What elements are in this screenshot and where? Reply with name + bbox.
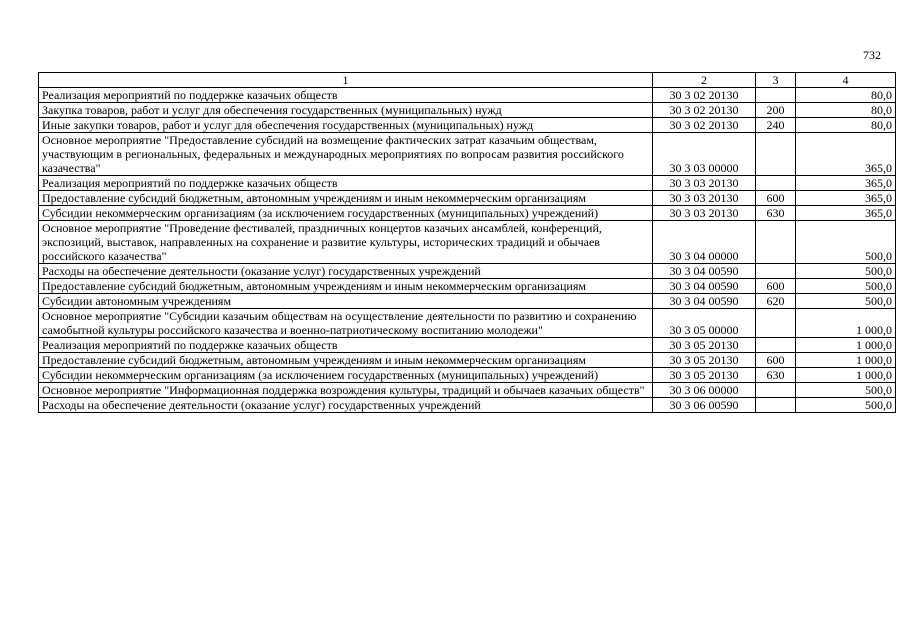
row-code-cell: 30 3 03 20130 <box>653 206 756 221</box>
row-type-cell: 630 <box>756 206 796 221</box>
row-type-cell: 600 <box>756 353 796 368</box>
row-name-cell: Реализация мероприятий по поддержке казачьих обществ <box>39 338 653 353</box>
row-code-cell: 30 3 02 20130 <box>653 103 756 118</box>
row-name-cell: Расходы на обеспечение деятельности (оказание услуг) государственных учреждений <box>39 264 653 279</box>
row-type-cell <box>756 133 796 176</box>
row-name-cell: Предоставление субсидий бюджетным, автономным учреждениям и иным некоммерческим организациям <box>39 191 653 206</box>
row-name-cell: Основное мероприятие "Информационная поддержка возрождения культуры, традиций и обычаев казачьих обществ" <box>39 383 653 398</box>
row-type-cell <box>756 398 796 413</box>
row-type-cell <box>756 264 796 279</box>
row-sum-cell: 1 000,0 <box>796 368 896 383</box>
row-type-cell <box>756 88 796 103</box>
row-sum-cell: 365,0 <box>796 206 896 221</box>
row-type-cell: 240 <box>756 118 796 133</box>
row-name-cell: Предоставление субсидий бюджетным, автономным учреждениям и иным некоммерческим организациям <box>39 353 653 368</box>
row-sum-cell: 365,0 <box>796 176 896 191</box>
row-name-cell: Основное мероприятие "Проведение фестивалей, праздничных концертов казачьих ансамблей, конференций, экспозиций, выставок, направленных на сохранение и развитие культуры, исторических традиций и обычаев российского казачества" <box>39 221 653 264</box>
row-sum-cell: 80,0 <box>796 118 896 133</box>
table-row <box>39 103 896 118</box>
row-name-cell: Расходы на обеспечение деятельности (оказание услуг) государственных учреждений <box>39 398 653 413</box>
table-row <box>39 383 896 398</box>
table-row <box>39 353 896 368</box>
table-row <box>39 368 896 383</box>
row-name-cell: Закупка товаров, работ и услуг для обеспечения государственных (муниципальных) нужд <box>39 103 653 118</box>
header-col-4: 4 <box>796 73 896 88</box>
row-name-cell: Реализация мероприятий по поддержке казачьих обществ <box>39 88 653 103</box>
row-name-cell: Основное мероприятие "Предоставление субсидий на возмещение фактических затрат казачьим обществам, участвующим в региональных, федеральных и международных мероприятиях по вопросам развития российского казачества" <box>39 133 653 176</box>
table-row <box>39 338 896 353</box>
budget-table <box>38 72 896 413</box>
table-row <box>39 133 896 176</box>
table-row <box>39 176 896 191</box>
header-col-2: 2 <box>653 73 756 88</box>
row-name-cell: Субсидии некоммерческим организациям (за исключением государственных (муниципальных) учреждений) <box>39 368 653 383</box>
table-header-row <box>39 73 896 88</box>
table-row <box>39 264 896 279</box>
row-type-cell: 200 <box>756 103 796 118</box>
row-name-cell: Субсидии некоммерческим организациям (за исключением государственных (муниципальных) учреждений) <box>39 206 653 221</box>
row-code-cell: 30 3 04 00590 <box>653 294 756 309</box>
row-code-cell: 30 3 05 20130 <box>653 368 756 383</box>
row-type-cell <box>756 309 796 338</box>
row-sum-cell: 500,0 <box>796 294 896 309</box>
row-code-cell: 30 3 04 00000 <box>653 221 756 264</box>
row-type-cell <box>756 338 796 353</box>
row-sum-cell: 500,0 <box>796 383 896 398</box>
row-name-cell: Предоставление субсидий бюджетным, автономным учреждениям и иным некоммерческим организациям <box>39 279 653 294</box>
row-sum-cell: 1 000,0 <box>796 309 896 338</box>
row-code-cell: 30 3 02 20130 <box>653 88 756 103</box>
row-sum-cell: 80,0 <box>796 88 896 103</box>
row-code-cell: 30 3 04 00590 <box>653 264 756 279</box>
table-row <box>39 88 896 103</box>
row-sum-cell: 500,0 <box>796 221 896 264</box>
row-type-cell <box>756 176 796 191</box>
row-name-cell: Субсидии автономным учреждениям <box>39 294 653 309</box>
row-sum-cell: 365,0 <box>796 191 896 206</box>
row-sum-cell: 500,0 <box>796 398 896 413</box>
page-number: 732 <box>863 48 881 62</box>
row-code-cell: 30 3 06 00590 <box>653 398 756 413</box>
row-sum-cell: 500,0 <box>796 264 896 279</box>
row-code-cell: 30 3 06 00000 <box>653 383 756 398</box>
row-type-cell <box>756 383 796 398</box>
row-type-cell: 630 <box>756 368 796 383</box>
row-name-cell: Основное мероприятие "Субсидии казачьим обществам на осуществление деятельности по развитию и сохранению самобытной культуры российского казачества и военно-патриотическому воспитанию молодежи" <box>39 309 653 338</box>
row-sum-cell: 1 000,0 <box>796 353 896 368</box>
table-row <box>39 309 896 338</box>
row-sum-cell: 365,0 <box>796 133 896 176</box>
table-row <box>39 398 896 413</box>
header-col-3: 3 <box>756 73 796 88</box>
row-type-cell: 620 <box>756 294 796 309</box>
row-name-cell: Иные закупки товаров, работ и услуг для обеспечения государственных (муниципальных) нужд <box>39 118 653 133</box>
row-name-cell: Реализация мероприятий по поддержке казачьих обществ <box>39 176 653 191</box>
table-row <box>39 118 896 133</box>
row-sum-cell: 500,0 <box>796 279 896 294</box>
row-code-cell: 30 3 05 20130 <box>653 353 756 368</box>
row-code-cell: 30 3 05 00000 <box>653 309 756 338</box>
table-row <box>39 221 896 264</box>
table-row <box>39 206 896 221</box>
row-code-cell: 30 3 04 00590 <box>653 279 756 294</box>
row-code-cell: 30 3 02 20130 <box>653 118 756 133</box>
row-type-cell: 600 <box>756 191 796 206</box>
row-type-cell <box>756 221 796 264</box>
row-type-cell: 600 <box>756 279 796 294</box>
header-col-1: 1 <box>39 73 653 88</box>
row-code-cell: 30 3 05 20130 <box>653 338 756 353</box>
row-code-cell: 30 3 03 00000 <box>653 133 756 176</box>
table-row <box>39 191 896 206</box>
row-sum-cell: 1 000,0 <box>796 338 896 353</box>
row-code-cell: 30 3 03 20130 <box>653 191 756 206</box>
table-row <box>39 279 896 294</box>
row-code-cell: 30 3 03 20130 <box>653 176 756 191</box>
row-sum-cell: 80,0 <box>796 103 896 118</box>
table-row <box>39 294 896 309</box>
